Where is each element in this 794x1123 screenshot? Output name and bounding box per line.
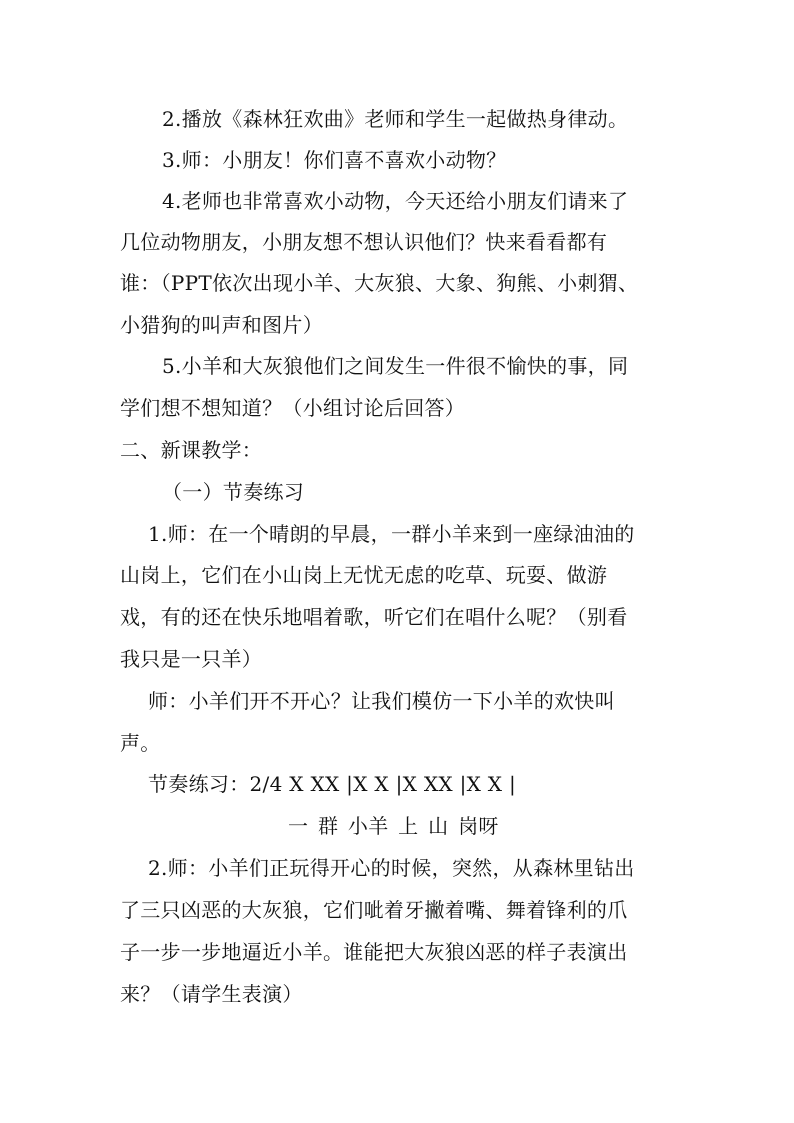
section-heading: 二、新课教学： xyxy=(120,438,263,462)
rhythm-label: 节奏练习： xyxy=(148,772,250,796)
paragraph-morning-line-4: 我只是一只羊） xyxy=(120,647,263,671)
paragraph-story-line-2: 学们想不想知道？（小组讨论后回答） xyxy=(120,396,466,420)
paragraph-animals-line-4: 小猎狗的叫声和图片） xyxy=(120,313,323,337)
paragraph-wolves-line-2: 了三只凶恶的大灰狼，它们呲着牙撇着嘴、舞着锋利的爪 xyxy=(120,898,628,922)
paragraph-warmup: 2.播放《森林狂欢曲》老师和学生一起做热身律动。 xyxy=(162,107,629,131)
paragraph-morning-line-3: 戏，有的还在快乐地唱着歌，听它们在唱什么呢？（别看 xyxy=(120,605,628,629)
paragraph-imitate-line-1: 师：小羊们开不开心？让我们模仿一下小羊的欢快叫 xyxy=(148,689,615,713)
rhythm-exercise xyxy=(148,772,516,796)
paragraph-animals-line-2: 几位动物朋友，小朋友想不想认识他们？快来看看都有 xyxy=(120,230,608,254)
paragraph-morning-line-2: 山岗上，它们在小山岗上无忧无虑的吃草、玩耍、做游 xyxy=(120,563,608,587)
paragraph-wolves-line-1: 2.师：小羊们正玩得开心的时候，突然，从森林里钻出 xyxy=(148,856,635,880)
paragraph-story-line-1: 5.小羊和大灰狼他们之间发生一件很不愉快的事，同 xyxy=(162,354,629,378)
rhythm-notation: 2/4 X XX |X X |X XX |X X | xyxy=(249,772,517,796)
paragraph-question: 3.师：小朋友！你们喜不喜欢小动物？ xyxy=(162,148,507,172)
paragraph-wolves-line-4: 来？（请学生表演） xyxy=(120,982,303,1006)
paragraph-animals-line-3: 谁：（PPT依次出现小羊、大灰狼、大象、狗熊、小刺猬、 xyxy=(120,271,639,295)
paragraph-wolves-line-3: 子一步一步地逼近小羊。谁能把大灰狼凶恶的样子表演出 xyxy=(120,940,628,964)
subsection-heading: （一）节奏练习 xyxy=(162,480,305,504)
paragraph-imitate-line-2: 声。 xyxy=(120,731,161,755)
rhythm-lyrics: 一 群 小羊 上 山 岗呀 xyxy=(288,814,499,838)
paragraph-morning-line-1: 1.师：在一个晴朗的早晨，一群小羊来到一座绿油油的 xyxy=(148,522,635,546)
paragraph-animals-line-1: 4.老师也非常喜欢小动物，今天还给小朋友们请来了 xyxy=(162,189,629,213)
